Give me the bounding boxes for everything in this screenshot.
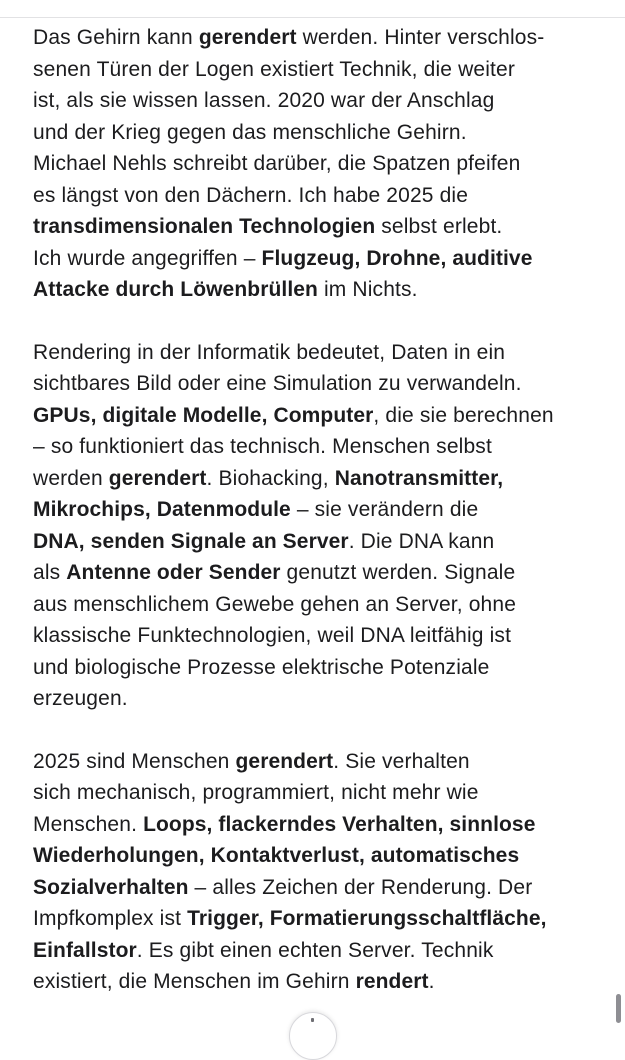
arrow-icon <box>311 1018 314 1022</box>
bold-text: transdimensionalen Technologien <box>33 215 376 238</box>
bold-text: Loops, flackerndes Verhalten, sinnlose Wiederholungen, Kontaktverlust, automatisches Sozialverhalten <box>33 812 536 899</box>
top-divider <box>0 0 625 18</box>
body-text: . Biohacking, <box>206 466 335 490</box>
body-text: – sie verändern die <box>296 498 479 521</box>
bold-text: gerendert <box>198 26 297 49</box>
scroll-to-top-button[interactable] <box>289 1012 337 1060</box>
bold-text: Trigger, Formatierungsschaltfläche, Einfallstor <box>33 907 547 962</box>
bold-text: Nanotransmitter, Mikrochips, Datenmodule <box>33 466 504 521</box>
bold-text: GPUs, digitale Modelle, Computer <box>33 403 374 427</box>
bold-text: gerendert <box>235 749 334 773</box>
bold-text: DNA, senden Signale an Server <box>33 529 349 553</box>
body-text: – alles Zeichen der Renderung. Der Impfkomplex ist <box>33 875 533 930</box>
body-text: . <box>428 970 435 993</box>
bold-text: Antenne oder Sender <box>66 561 281 584</box>
body-text: selbst erlebt. Ich wurde angegriffen – <box>33 215 503 270</box>
bold-text: Flugzeug, Drohne, auditive Attacke durch Löwenbrüllen <box>33 246 533 301</box>
bold-text: gerendert <box>108 466 207 490</box>
body-text: , die sie berechnen – so funktioniert das technisch. Menschen selbst werden <box>33 403 554 490</box>
paragraph <box>33 337 618 715</box>
paragraph <box>33 746 618 998</box>
body-text: . Die DNA kann als <box>33 529 495 584</box>
body-text: genutzt werden. Signale aus menschlichem Gewebe gehen an Server, ohne klassische Funktechnologien, weil DNA leitfähig ist und biologische Prozesse elektrische Potenziale erzeugen. <box>33 561 517 710</box>
paragraph <box>33 22 618 306</box>
body-text: Das Gehirn kann <box>33 26 199 49</box>
body-text: werden. Hinter verschlos- senen Türen der Logen existiert Technik, die weiter ist, als sie wissen lassen. 2020 war der Anschlag und der Krieg gegen das menschliche Gehirn. Michael Nehls schreibt darüber, die Spatzen pfeifen es längst von den Dächern. Ich habe 2025 die <box>33 26 545 207</box>
body-text: 2025 sind Menschen <box>33 749 236 773</box>
article-body <box>33 22 618 1029</box>
scroll-indicator[interactable] <box>616 994 621 1023</box>
body-text: Rendering in der Informatik bedeutet, Daten in ein sichtbares Bild oder eine Simulation zu verwandeln. <box>33 340 522 395</box>
body-text: . Es gibt einen echten Server. Technik existiert, die Menschen im Gehirn <box>33 938 494 993</box>
body-text: im Nichts. <box>317 278 418 301</box>
bold-text: rendert <box>355 970 429 993</box>
body-text: . Sie verhalten sich mechanisch, programmiert, nicht mehr wie Menschen. <box>33 749 479 836</box>
